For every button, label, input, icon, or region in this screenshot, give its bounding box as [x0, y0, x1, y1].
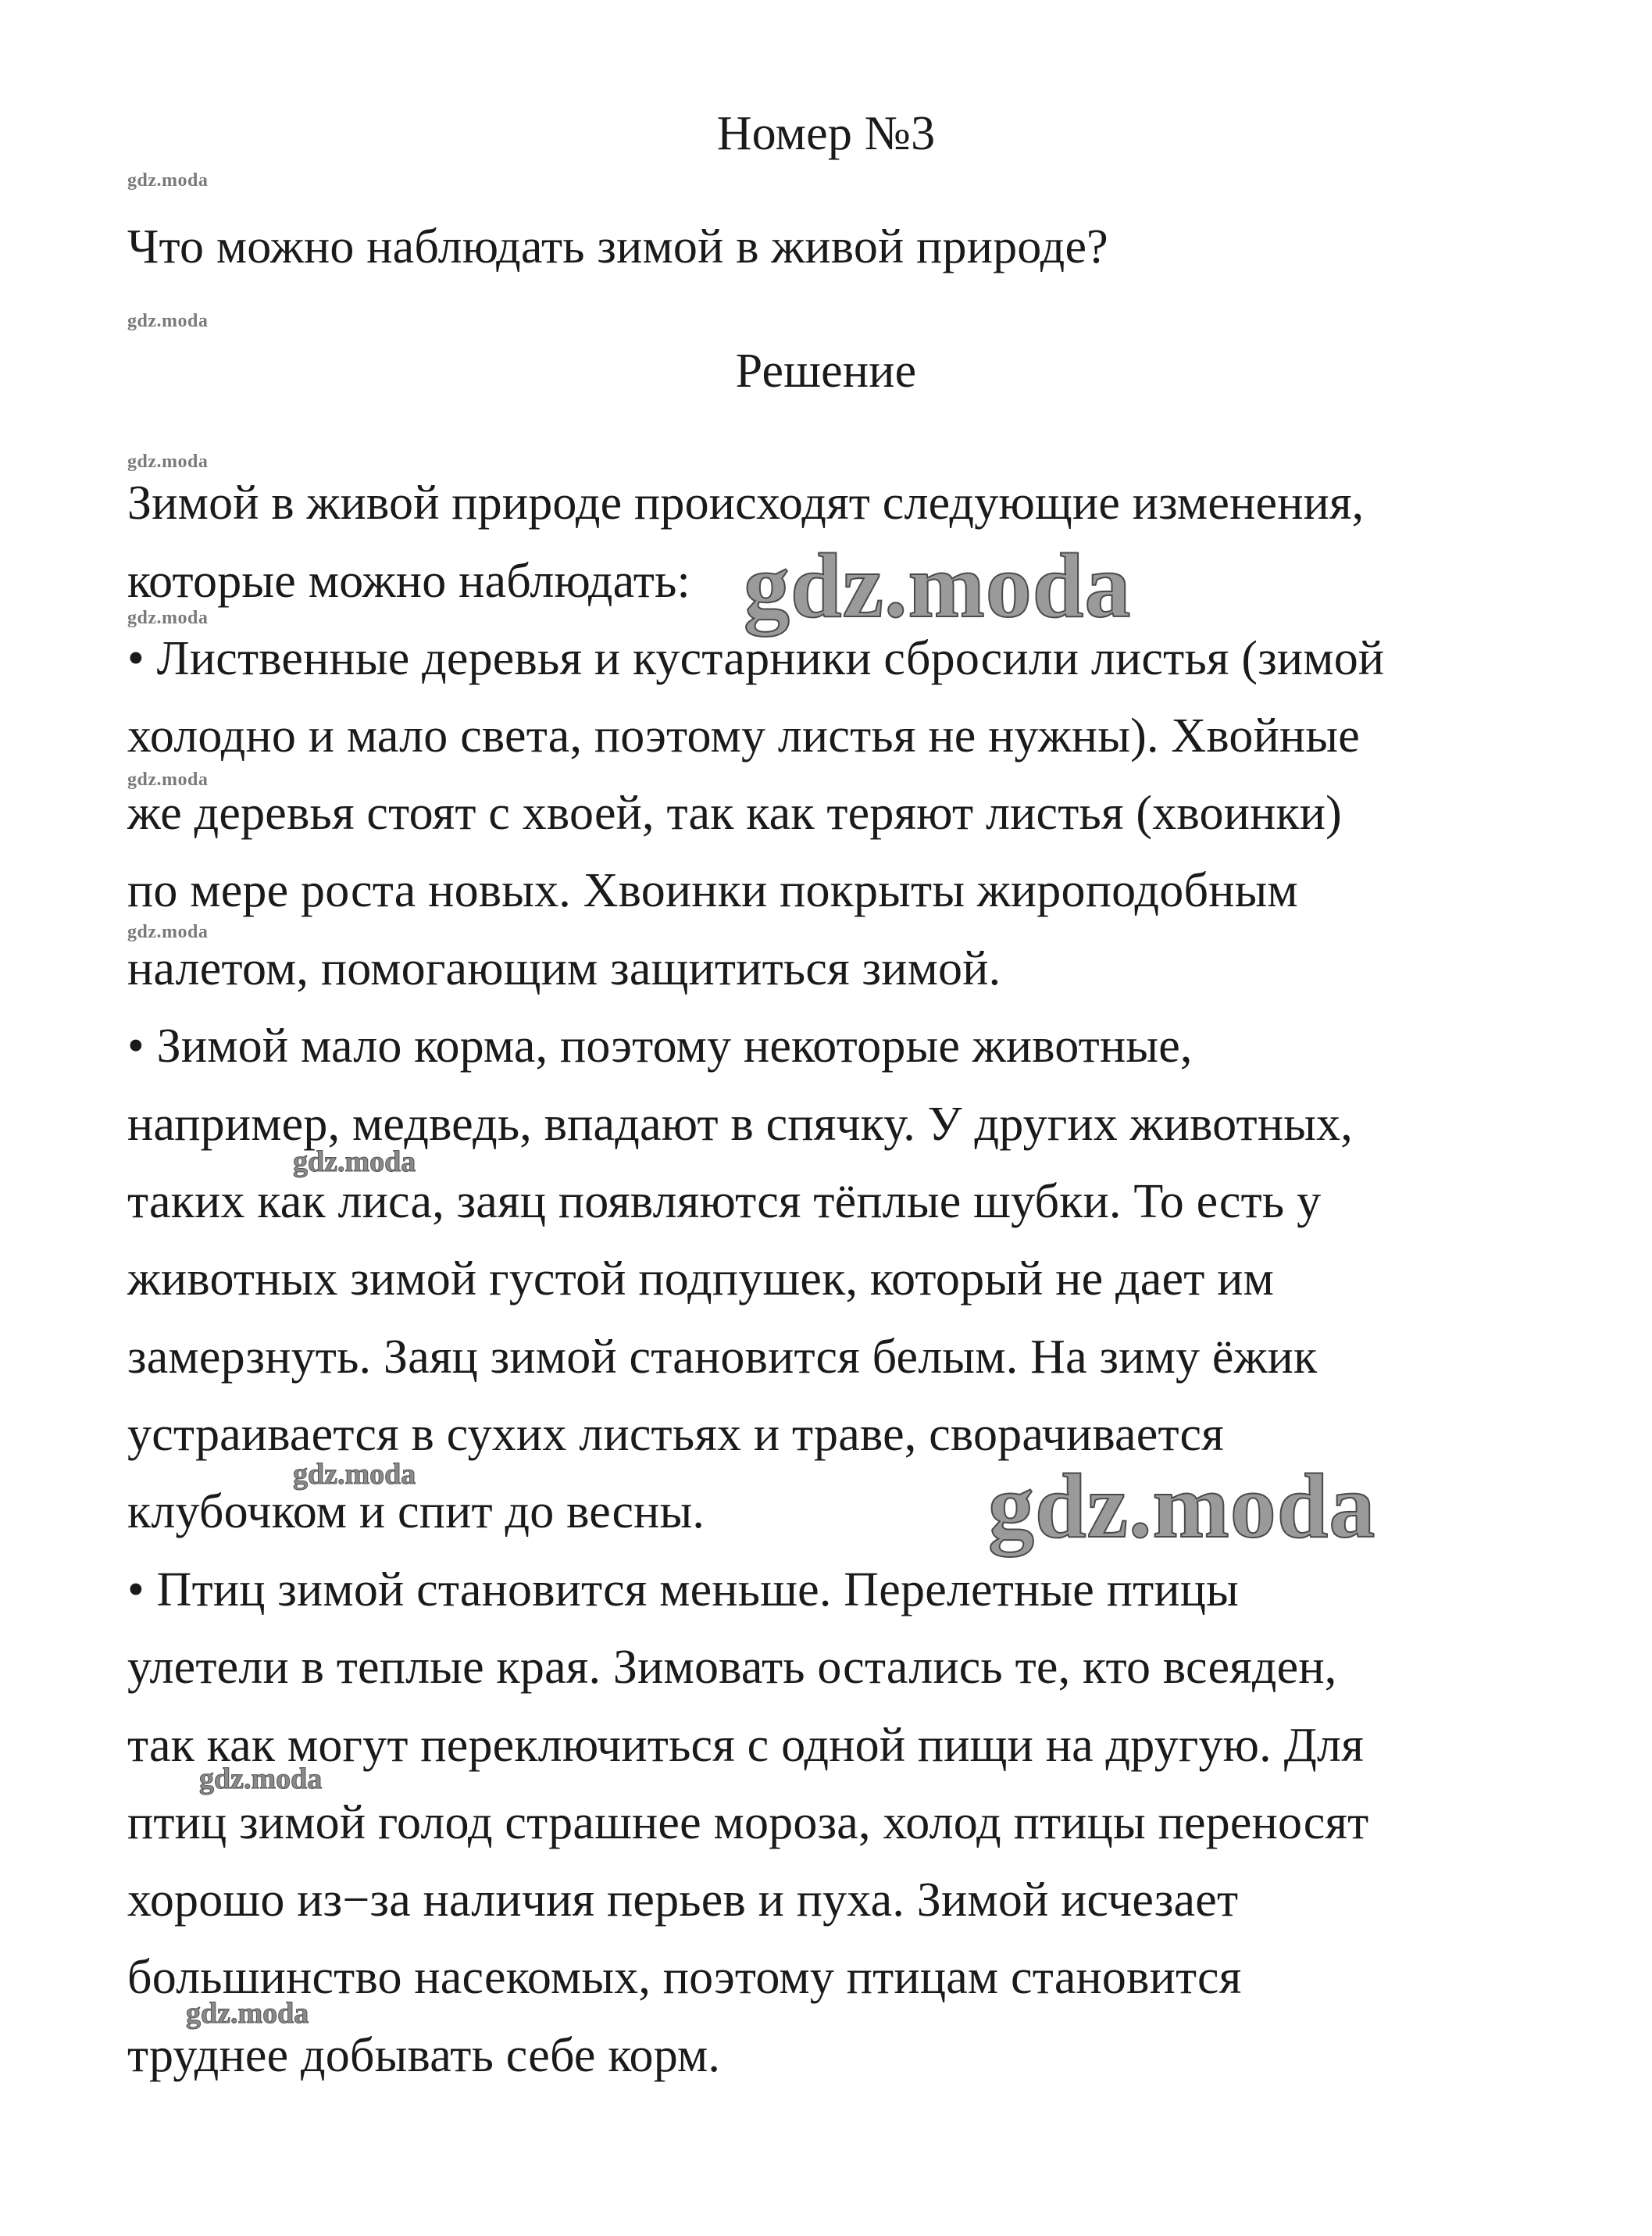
- body-line: которые можно наблюдать:: [127, 555, 690, 608]
- page-title: Номер №3: [716, 107, 936, 160]
- watermark-small: gdz.moda: [127, 770, 209, 790]
- body-line: же деревья стоят с хвоей, так как теряют листья (хвоинки): [127, 787, 1343, 840]
- body-line: холодно и мало света, поэтому листья не нужны). Хвойные: [127, 709, 1360, 763]
- body-line: хорошо из−за наличия перьев и пуха. Зимой исчезает: [127, 1873, 1239, 1927]
- body-line: замерзнуть. Заяц зимой становится белым. На зиму ёжик: [127, 1331, 1318, 1384]
- body-line: • Лиственные деревья и кустарники сбросили листья (зимой: [127, 632, 1385, 685]
- body-line: птиц зимой голод страшнее мороза, холод птицы переносят: [127, 1796, 1369, 1849]
- solution-heading: Решение: [735, 345, 917, 398]
- body-line: устраивается в сухих листьях и траве, сворачивается: [127, 1408, 1224, 1461]
- body-line: улетели в теплые края. Зимовать остались те, кто всеяден,: [127, 1641, 1337, 1694]
- watermark-medium: gdz.moda: [293, 1145, 416, 1178]
- watermark-medium: gdz.moda: [199, 1763, 323, 1795]
- watermark-medium: gdz.moda: [186, 1997, 309, 2030]
- body-line: так как могут переключиться с одной пищи на другую. Для: [127, 1719, 1364, 1772]
- body-line: большинство насекомых, поэтому птицам становится: [127, 1951, 1242, 2004]
- body-line: труднее добывать себе корм.: [127, 2029, 721, 2082]
- watermark-small: gdz.moda: [127, 170, 209, 191]
- watermark-small: gdz.moda: [127, 311, 209, 331]
- body-line: клубочком и спит до весны.: [127, 1485, 705, 1538]
- body-line: животных зимой густой подпушек, который не дает им: [127, 1252, 1275, 1306]
- watermark-small: gdz.moda: [127, 922, 209, 942]
- body-line: Зимой в живой природе происходят следующие изменения,: [127, 477, 1365, 530]
- watermark-large: gdz.moda: [988, 1455, 1376, 1557]
- watermark-small: gdz.moda: [127, 452, 209, 472]
- question-text: Что можно наблюдать зимой в живой природе?: [127, 220, 1108, 273]
- body-line: по мере роста новых. Хвоинки покрыты жироподобным: [127, 864, 1298, 917]
- body-line: налетом, помогающим защититься зимой.: [127, 942, 1001, 995]
- watermark-medium: gdz.moda: [293, 1458, 416, 1491]
- body-line: • Птиц зимой становится меньше. Перелетные птицы: [127, 1563, 1240, 1616]
- body-line: таких как лиса, заяц появляются тёплые шубки. То есть у: [127, 1175, 1322, 1228]
- body-line: • Зимой мало корма, поэтому некоторые животные,: [127, 1020, 1193, 1073]
- watermark-large: gdz.moda: [744, 534, 1132, 637]
- body-line: например, медведь, впадают в спячку. У других животных,: [127, 1098, 1353, 1151]
- watermark-small: gdz.moda: [127, 608, 209, 628]
